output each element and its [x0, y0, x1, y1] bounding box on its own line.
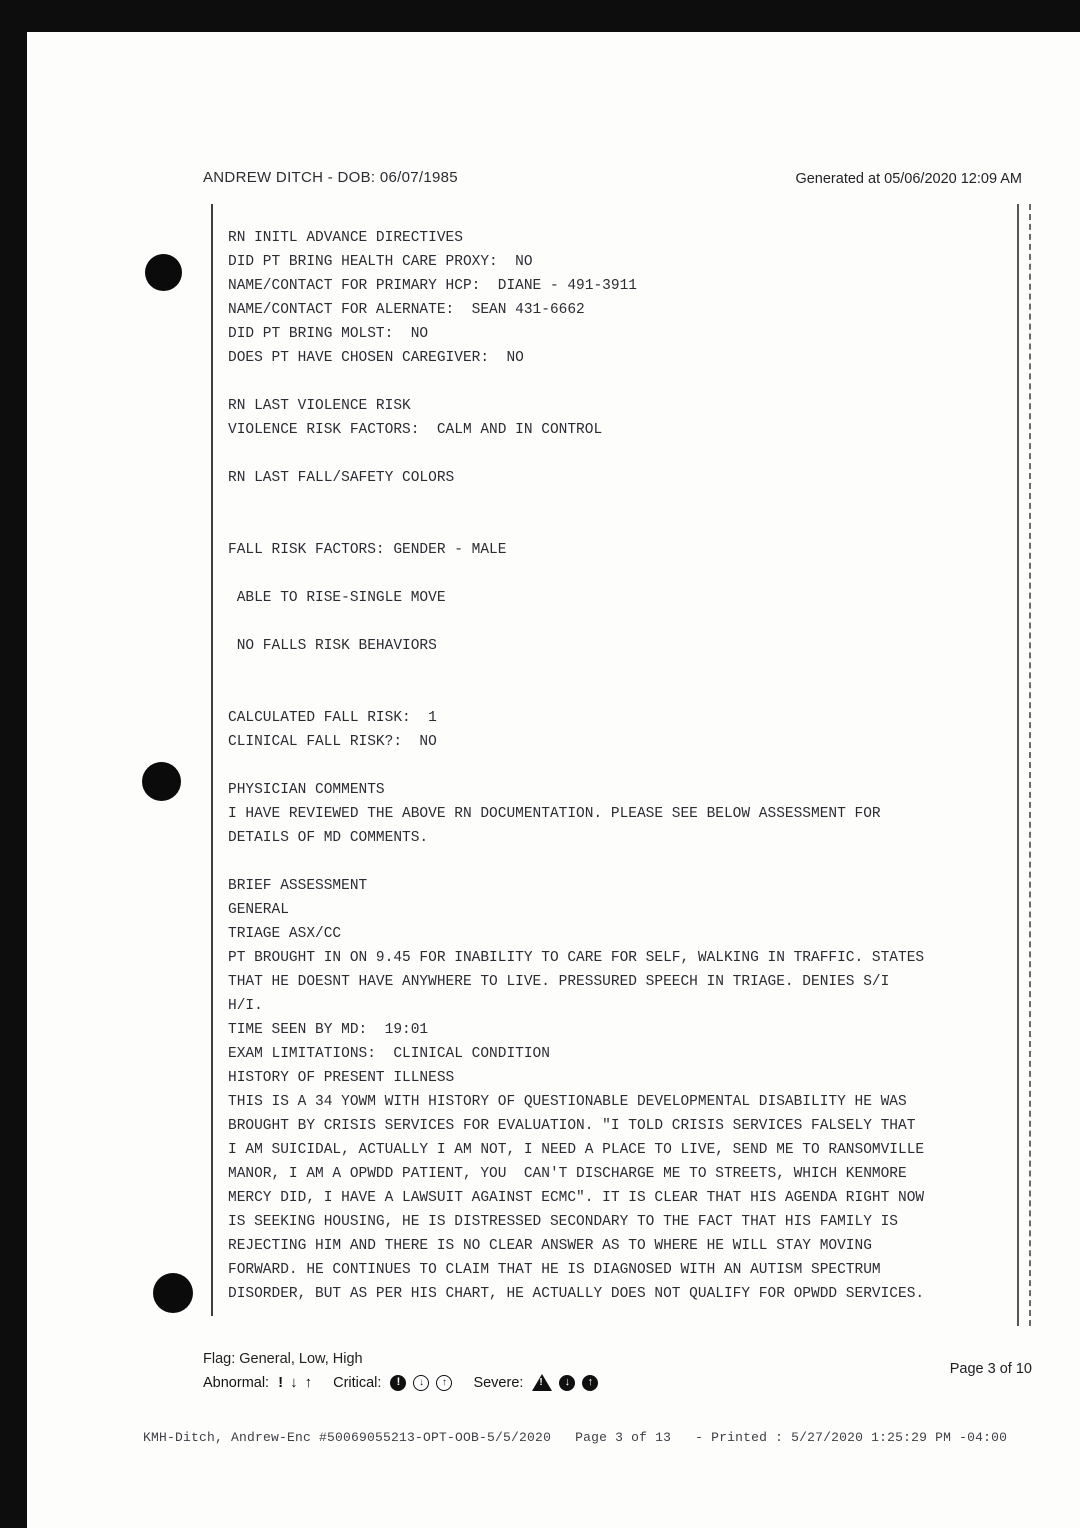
hole-punch-bottom	[153, 1273, 193, 1313]
document-line: DOES PT HAVE CHOSEN CAREGIVER: NO	[228, 350, 524, 366]
document-line: MANOR, I AM A OPWDD PATIENT, YOU CAN'T DISCHARGE ME TO STREETS, WHICH KENMORE	[228, 1166, 907, 1182]
document-line	[228, 490, 1008, 514]
generated-timestamp: Generated at 05/06/2020 12:09 AM	[795, 171, 1022, 187]
document-line	[228, 370, 1008, 394]
abnormal-label: Abnormal:	[203, 1374, 270, 1391]
document-line: CLINICAL FALL RISK?: NO	[228, 734, 437, 750]
abnormal-exclamation-icon: !	[278, 1374, 284, 1391]
hole-punch-top	[145, 254, 182, 291]
severe-up-arrow-circle-icon: ↑	[582, 1375, 598, 1391]
document-line: NAME/CONTACT FOR ALERNATE: SEAN 431-6662	[228, 302, 585, 318]
perforation-dashed-line	[1029, 204, 1031, 1326]
document-line	[228, 610, 1008, 634]
document-line: TRIAGE ASX/CC	[228, 926, 342, 942]
document-line: ABLE TO RISE-SINGLE MOVE	[228, 590, 446, 606]
document-line	[228, 754, 1008, 778]
document-line	[228, 850, 1008, 874]
document-line: NO FALLS RISK BEHAVIORS	[228, 638, 437, 654]
severity-legend	[203, 1374, 598, 1391]
document-line: I AM SUICIDAL, ACTUALLY I AM NOT, I NEED A PLACE TO LIVE, SEND ME TO RANSOMVILLE	[228, 1142, 925, 1158]
document-line: FORWARD. HE CONTINUES TO CLAIM THAT HE IS DIAGNOSED WITH AN AUTISM SPECTRUM	[228, 1262, 881, 1278]
print-line: KMH-Ditch, Andrew-Enc #50069055213-OPT-OOB-5/5/2020 Page 3 of 13 - Printed : 5/27/2020 1:25:29 PM -04:00	[143, 1430, 1008, 1445]
severe-warning-triangle-icon: !	[532, 1374, 552, 1391]
document-body	[228, 226, 1008, 1306]
document-line: THAT HE DOESNT HAVE ANYWHERE TO LIVE. PRESSURED SPEECH IN TRIAGE. DENIES S/I	[228, 974, 890, 990]
margin-rule-right	[1017, 204, 1019, 1326]
document-line: PT BROUGHT IN ON 9.45 FOR INABILITY TO CARE FOR SELF, WALKING IN TRAFFIC. STATES	[228, 950, 925, 966]
document-line: RN LAST VIOLENCE RISK	[228, 398, 411, 414]
scan-edge-top	[0, 0, 1080, 32]
document-line: HISTORY OF PRESENT ILLNESS	[228, 1070, 455, 1086]
abnormal-down-arrow-icon: ↓	[290, 1374, 298, 1391]
document-line: DETAILS OF MD COMMENTS.	[228, 830, 429, 846]
abnormal-up-arrow-icon: ↑	[304, 1374, 313, 1391]
margin-rule-left	[211, 204, 213, 1316]
document-line: DID PT BRING HEALTH CARE PROXY: NO	[228, 254, 533, 270]
patient-header: ANDREW DITCH - DOB: 06/07/1985	[203, 169, 458, 186]
document-line: H/I.	[228, 998, 263, 1014]
document-line: TIME SEEN BY MD: 19:01	[228, 1022, 429, 1038]
document-line: IS SEEKING HOUSING, HE IS DISTRESSED SECONDARY TO THE FACT THAT HIS FAMILY IS	[228, 1214, 899, 1230]
document-line: DID PT BRING MOLST: NO	[228, 326, 429, 342]
critical-exclamation-circle-icon: !	[390, 1375, 406, 1391]
document-line: VIOLENCE RISK FACTORS: CALM AND IN CONTROL	[228, 422, 603, 438]
document-line: EXAM LIMITATIONS: CLINICAL CONDITION	[228, 1046, 550, 1062]
hole-punch-middle	[142, 762, 181, 801]
document-line: CALCULATED FALL RISK: 1	[228, 710, 437, 726]
severe-down-arrow-circle-icon: ↓	[559, 1375, 575, 1391]
document-line: FALL RISK FACTORS: GENDER - MALE	[228, 542, 507, 558]
severe-label: Severe:	[473, 1374, 524, 1391]
page-indicator: Page 3 of 10	[949, 1361, 1032, 1377]
document-line: BRIEF ASSESSMENT	[228, 878, 368, 894]
document-line	[228, 658, 1008, 682]
document-line: DISORDER, BUT AS PER HIS CHART, HE ACTUALLY DOES NOT QUALIFY FOR OPWDD SERVICES.	[228, 1286, 925, 1302]
flag-legend: Flag: General, Low, High	[203, 1351, 363, 1367]
critical-label: Critical:	[333, 1374, 382, 1391]
document-line: THIS IS A 34 YOWM WITH HISTORY OF QUESTIONABLE DEVELOPMENTAL DISABILITY HE WAS	[228, 1094, 907, 1110]
document-line: REJECTING HIM AND THERE IS NO CLEAR ANSWER AS TO WHERE HE WILL STAY MOVING	[228, 1238, 872, 1254]
scan-edge-left	[0, 0, 27, 1528]
document-line: RN INITL ADVANCE DIRECTIVES	[228, 230, 463, 246]
document-line	[228, 442, 1008, 466]
critical-up-arrow-circle-icon: ↑	[436, 1375, 452, 1391]
document-line: I HAVE REVIEWED THE ABOVE RN DOCUMENTATION. PLEASE SEE BELOW ASSESSMENT FOR	[228, 806, 881, 822]
document-line: BROUGHT BY CRISIS SERVICES FOR EVALUATION. "I TOLD CRISIS SERVICES FALSELY THAT	[228, 1118, 916, 1134]
document-line	[228, 562, 1008, 586]
critical-down-arrow-circle-icon: ↓	[413, 1375, 429, 1391]
document-line: PHYSICIAN COMMENTS	[228, 782, 385, 798]
document-line: MERCY DID, I HAVE A LAWSUIT AGAINST ECMC". IT IS CLEAR THAT HIS AGENDA RIGHT NOW	[228, 1190, 925, 1206]
document-line: GENERAL	[228, 902, 289, 918]
document-line	[228, 514, 1008, 538]
document-line	[228, 682, 1008, 706]
document-line: RN LAST FALL/SAFETY COLORS	[228, 470, 455, 486]
document-line: NAME/CONTACT FOR PRIMARY HCP: DIANE - 491-3911	[228, 278, 637, 294]
